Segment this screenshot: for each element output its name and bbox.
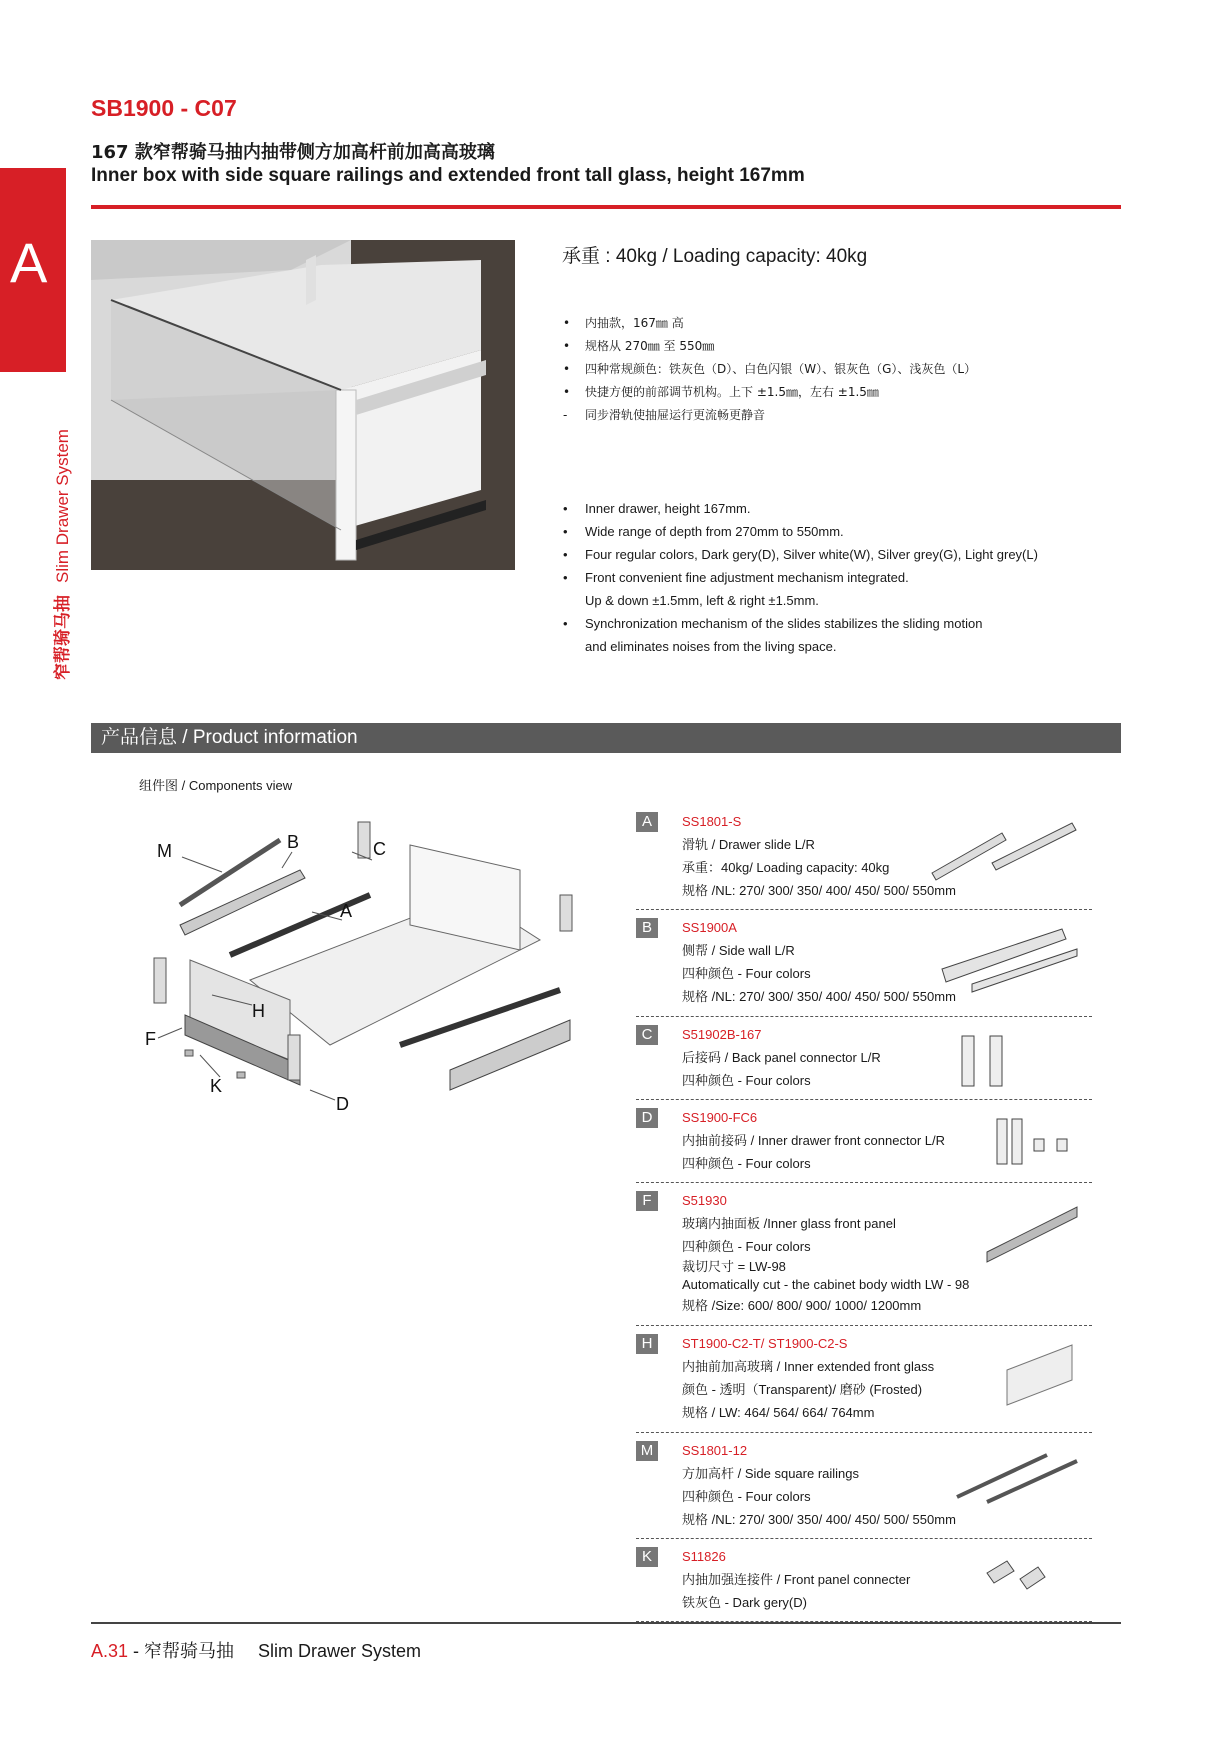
list-item-continued: Up & down ±1.5mm, left & right ±1.5mm. <box>585 593 819 608</box>
footer-sep: - <box>128 1641 145 1661</box>
product-info-bar <box>91 723 1121 753</box>
section-letter: A <box>10 231 48 294</box>
item-line: 铁灰色 - Dark gery(D) <box>682 1595 807 1610</box>
item-line: Automatically cut - the cabinet body width LW - 98 <box>682 1277 970 1292</box>
features-en-list <box>563 497 1038 658</box>
components-list <box>636 810 1092 1622</box>
product-title-en: Inner box with side square railings and extended front tall glass, height 167mm <box>91 165 805 186</box>
item-line: 四种颜色 - Four colors <box>682 1489 811 1504</box>
list-item: • 规格从 270㎜ 至 550㎜ <box>563 335 976 358</box>
item-letter-badge: F <box>636 1191 658 1211</box>
slide-thumbnail <box>922 818 1082 888</box>
item-letter-badge: D <box>636 1108 658 1128</box>
item-letter-badge: M <box>636 1441 658 1461</box>
item-line: 规格 /NL: 270/ 300/ 350/ 400/ 450/ 500/ 550mm <box>682 1512 956 1527</box>
diagram-label-m: M <box>157 841 172 861</box>
components-diagram <box>140 800 640 1140</box>
item-line: 四种颜色 - Four colors <box>682 1239 811 1254</box>
item-letter-badge: A <box>636 812 658 832</box>
item-code: S51902B-167 <box>682 1027 762 1042</box>
component-item-c <box>636 1023 1092 1100</box>
front-connector-thumbnail <box>992 1114 1082 1174</box>
item-line: 规格 /NL: 270/ 300/ 350/ 400/ 450/ 500/ 550mm <box>682 883 956 898</box>
diagram-label-b: B <box>287 832 300 852</box>
item-line: 规格 /NL: 270/ 300/ 350/ 400/ 450/ 500/ 550mm <box>682 989 956 1004</box>
component-item-b <box>636 916 1092 1017</box>
list-item: • Synchronization mechanism of the slides stabilizes the sliding motion <box>563 612 1038 635</box>
item-letter-badge: C <box>636 1025 658 1045</box>
front-panel-connecter-thumbnail <box>982 1553 1052 1593</box>
item-code: ST1900-C2-T/ ST1900-C2-S <box>682 1336 848 1351</box>
diagram-label-k: K <box>210 1076 223 1096</box>
diagram-label-d: D <box>336 1094 349 1114</box>
list-item: • 内抽款，167㎜ 高 <box>563 312 976 335</box>
list-item: • Inner drawer, height 167mm. <box>563 497 1038 520</box>
item-code: SS1801-12 <box>682 1443 748 1458</box>
item-line: 四种颜色 - Four colors <box>682 966 811 981</box>
section-tab <box>0 168 66 372</box>
item-line: 颜色 - 透明（Transparent)/ 磨砂 (Frosted) <box>682 1382 923 1397</box>
item-line: 方加高杆 / Side square railings <box>682 1466 860 1481</box>
list-item: • 四种常规颜色：铁灰色（D）、白色闪银（W）、银灰色（G）、浅灰色（L） <box>563 358 976 381</box>
sidebar-category-cn: 窄帮骑马抽 <box>53 595 73 680</box>
item-line: 裁切尺寸 = LW-98 <box>682 1259 786 1274</box>
item-letter-badge: K <box>636 1547 658 1567</box>
loading-capacity: 承重 : 40kg / Loading capacity: 40kg <box>562 246 868 267</box>
item-line: 四种颜色 - Four colors <box>682 1156 811 1171</box>
glass-panel-thumbnail <box>982 1197 1082 1267</box>
product-photo <box>91 240 515 570</box>
diagram-label-a: A <box>340 901 353 921</box>
list-item: • Front convenient fine adjustment mechanism integrated. <box>563 566 1038 589</box>
component-item-m <box>636 1439 1092 1539</box>
component-item-d <box>636 1106 1092 1183</box>
footer-cn: 窄帮骑马抽 <box>144 1641 235 1662</box>
item-line: 玻璃内抽面板 /Inner glass front panel <box>682 1216 896 1231</box>
item-line: 规格 / LW: 464/ 564/ 664/ 764mm <box>682 1405 875 1420</box>
sidebar-category <box>20 400 73 690</box>
component-item-h <box>636 1332 1092 1433</box>
diagram-label-c: C <box>373 839 386 859</box>
list-item-continued: and eliminates noises from the living space. <box>585 639 837 654</box>
component-item-f <box>636 1189 1092 1326</box>
item-line: 规格 /Size: 600/ 800/ 900/ 1000/ 1200mm <box>682 1298 922 1313</box>
footer <box>91 1637 421 1663</box>
features-cn-list <box>563 312 976 427</box>
components-view-label: 组件图 / Components view <box>139 778 293 793</box>
item-code: SS1900-FC6 <box>682 1110 758 1125</box>
item-code: SS1801-S <box>682 814 742 829</box>
item-line: 承重：40kg/ Loading capacity: 40kg <box>682 860 890 875</box>
diagram-label-h: H <box>252 1001 265 1021</box>
diagram-label-f: F <box>145 1029 156 1049</box>
item-line: 内抽前加高玻璃 / Inner extended front glass <box>682 1359 935 1374</box>
item-line: 内抽前接码 / Inner drawer front connector L/R <box>682 1133 945 1148</box>
item-letter-badge: B <box>636 918 658 938</box>
item-line: 后接码 / Back panel connector L/R <box>682 1050 881 1065</box>
railing-thumbnail <box>952 1447 1082 1507</box>
header-divider <box>91 205 1121 209</box>
item-code: S11826 <box>682 1549 726 1564</box>
product-code: SB1900 - C07 <box>91 95 237 121</box>
item-code: SS1900A <box>682 920 737 935</box>
side-wall-thumbnail <box>932 924 1082 994</box>
item-letter-badge: H <box>636 1334 658 1354</box>
list-item: • Four regular colors, Dark gery(D), Silver white(W), Silver grey(G), Light grey(L) <box>563 543 1038 566</box>
item-line: 四种颜色 - Four colors <box>682 1073 811 1088</box>
item-line: 内抽加强连接件 / Front panel connecter <box>682 1572 911 1587</box>
product-info-title: 产品信息 / Product information <box>101 727 358 748</box>
list-item: • 快捷方便的前部调节机构。上下 ±1.5㎜，左右 ±1.5㎜ <box>563 381 976 404</box>
sidebar-category-en: Slim Drawer System <box>53 429 72 583</box>
footer-en: Slim Drawer System <box>258 1641 422 1661</box>
back-connector-thumbnail <box>952 1031 1032 1091</box>
list-item: - 同步滑轨使抽屉运行更流畅更静音 <box>563 404 976 427</box>
item-line: 侧帮 / Side wall L/R <box>682 943 795 958</box>
front-glass-thumbnail <box>1002 1340 1082 1410</box>
product-title-cn: 167 款窄帮骑马抽内抽带侧方加高杆前加高高玻璃 <box>91 142 495 163</box>
component-item-k <box>636 1545 1092 1622</box>
item-line: 滑轨 / Drawer slide L/R <box>682 837 815 852</box>
component-item-a <box>636 810 1092 910</box>
item-code: S51930 <box>682 1193 727 1208</box>
page-number: A.31 <box>91 1641 129 1661</box>
footer-divider <box>91 1622 1121 1624</box>
list-item: • Wide range of depth from 270mm to 550mm. <box>563 520 1038 543</box>
